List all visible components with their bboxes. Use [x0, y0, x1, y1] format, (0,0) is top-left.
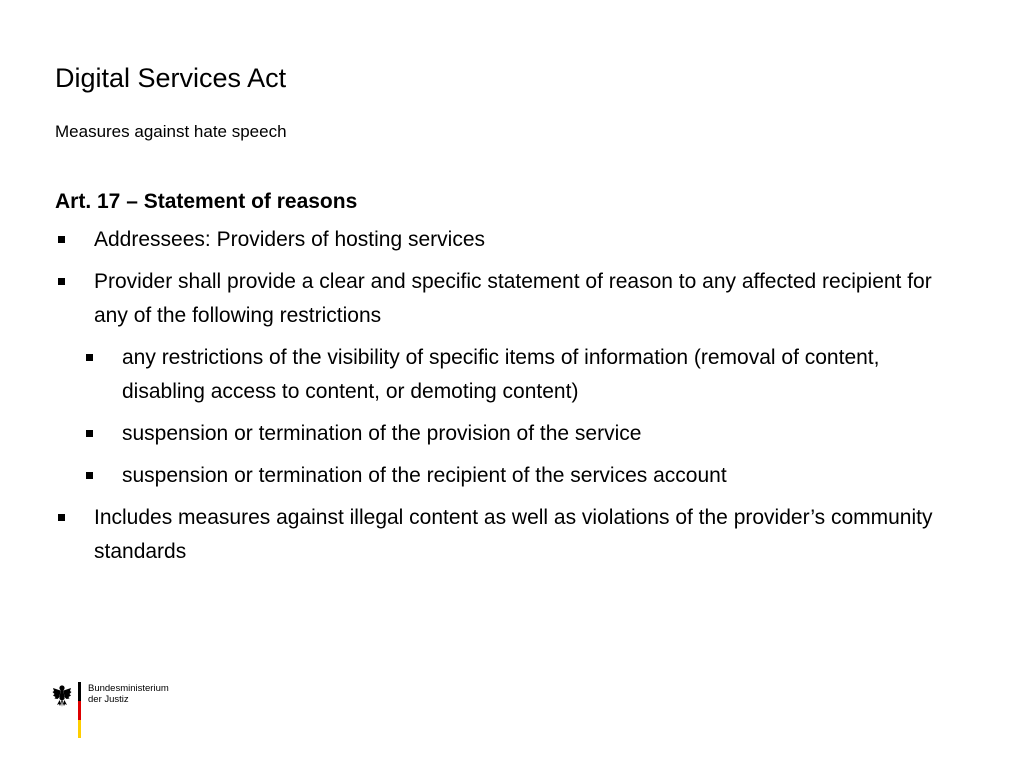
bullet-text: Provider shall provide a clear and specific statement of reason to any affected recipient for any of the following restrictions — [94, 270, 932, 327]
slide-content — [55, 185, 965, 577]
ministry-name — [88, 683, 188, 705]
ministry-name-line1: Bundesministerium — [88, 683, 169, 694]
sub-bullet-item — [55, 459, 965, 493]
square-bullet-icon — [58, 514, 65, 521]
bullet-item — [55, 223, 965, 257]
bullet-text: Includes measures against illegal content as well as violations of the provider’s community standards — [94, 506, 933, 563]
square-bullet-icon — [58, 278, 65, 285]
bullet-text: Addressees: Providers of hosting services — [94, 228, 486, 251]
slide-subtitle: Measures against hate speech — [55, 122, 287, 141]
sub-bullet-item — [55, 417, 965, 451]
square-bullet-icon — [86, 430, 93, 437]
square-bullet-icon — [58, 236, 65, 243]
bullet-item — [55, 501, 965, 569]
federal-eagle-icon — [52, 684, 72, 708]
ministry-name-line2: der Justiz — [88, 694, 129, 705]
section-heading: Art. 17 – Statement of reasons — [55, 190, 358, 213]
ministry-logo — [52, 682, 192, 742]
bullet-text: suspension or termination of the recipient of the services account — [122, 464, 727, 487]
bullet-text: suspension or termination of the provision of the service — [122, 422, 642, 445]
bullet-item — [55, 265, 965, 333]
slide-title: Digital Services Act — [55, 63, 287, 93]
german-flag-bar — [78, 682, 81, 738]
bullet-text: any restrictions of the visibility of specific items of information (removal of content, disabling access to content, or demoting content) — [122, 346, 880, 403]
square-bullet-icon — [86, 472, 93, 479]
square-bullet-icon — [86, 354, 93, 361]
sub-bullet-item — [55, 341, 965, 409]
